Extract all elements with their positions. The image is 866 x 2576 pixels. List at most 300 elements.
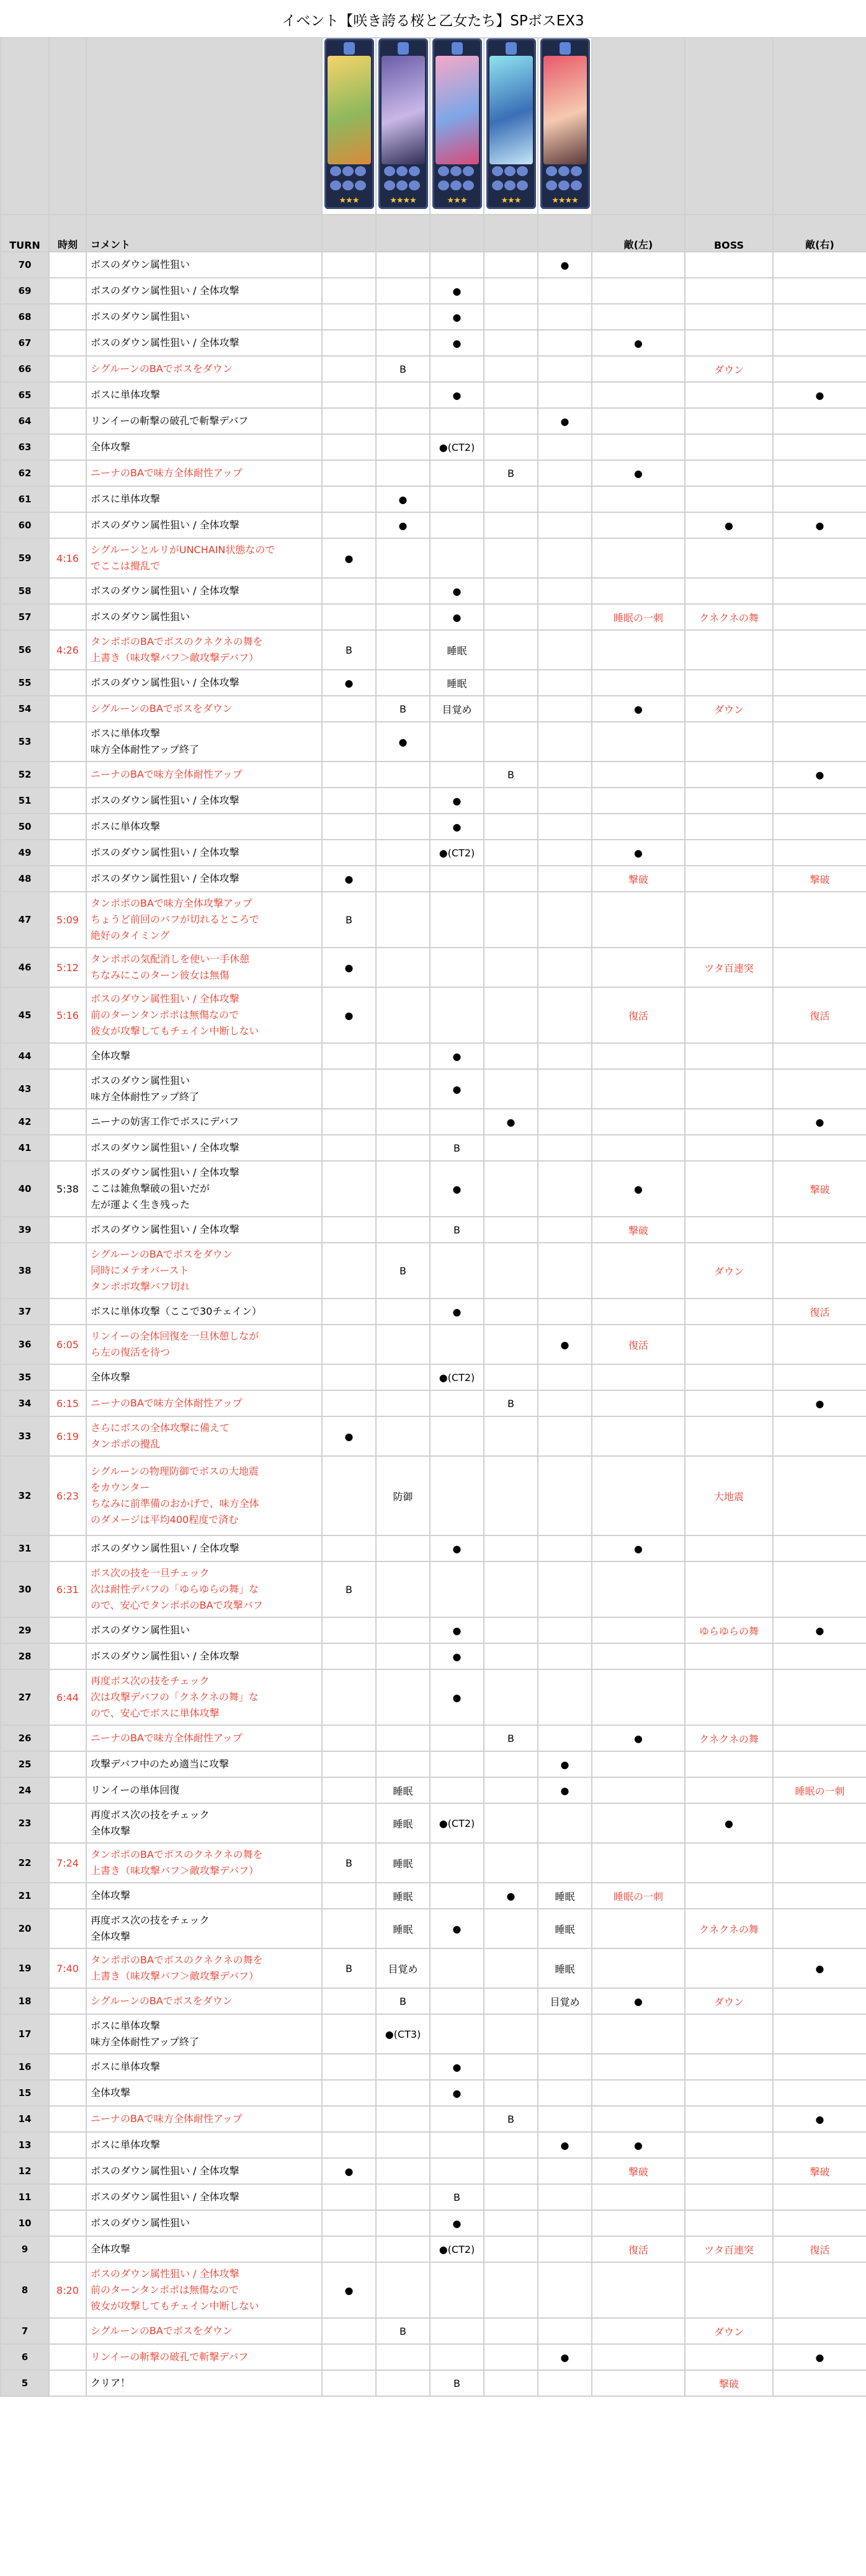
time-cell <box>49 252 86 278</box>
time-cell <box>49 1988 86 2014</box>
enemy-right-header: 敵(右) <box>773 215 866 252</box>
action-cell-char1 <box>322 2184 376 2210</box>
action-cell-char2 <box>376 1364 430 1390</box>
comment-cell: ニーナのBAで味方全体耐性アップ <box>86 762 322 788</box>
action-cell-char3: ● <box>430 788 484 814</box>
turn-cell: 30 <box>1 1561 49 1617</box>
action-cell-char3: ● <box>430 604 484 630</box>
header-row <box>1 215 866 252</box>
action-cell-char2: 睡眠 <box>376 1883 430 1909</box>
turn-cell: 40 <box>1 1161 49 1217</box>
comment-cell: ボスのダウン属性狙い <box>86 604 322 630</box>
action-cell-char4 <box>484 1217 538 1243</box>
turn-header: TURN <box>1 215 49 252</box>
comment-cell: さらにボスの全体攻撃に備えて タンポポの攪乱 <box>86 1416 322 1456</box>
time-cell <box>49 408 86 434</box>
action-cell-char4 <box>484 1135 538 1161</box>
action-cell-char4 <box>484 840 538 866</box>
action-cell-char3: ●(CT2) <box>430 1364 484 1390</box>
time-cell <box>49 814 86 840</box>
table-row <box>1 382 866 408</box>
action-cell-char4: B <box>484 1725 538 1751</box>
enemy-left-cell <box>592 304 685 330</box>
action-cell-char1 <box>322 1161 376 1217</box>
action-cell-char5 <box>538 788 592 814</box>
action-cell-char5: ● <box>538 252 592 278</box>
action-cell-char5 <box>538 512 592 538</box>
action-cell-char4 <box>484 1751 538 1777</box>
boss-cell <box>685 486 773 512</box>
enemy-right-cell <box>773 1135 866 1161</box>
character-portrait <box>324 38 374 209</box>
enemy-right-cell <box>773 1243 866 1299</box>
table-row <box>1 538 866 578</box>
character-portrait <box>378 38 428 209</box>
action-cell-char1: ● <box>322 1416 376 1456</box>
boss-cell <box>685 1390 773 1416</box>
time-cell <box>49 2080 86 2106</box>
action-cell-char1 <box>322 1217 376 1243</box>
time-header: 時刻 <box>49 215 86 252</box>
boss-cell: ダウン <box>685 356 773 382</box>
action-cell-char3: ●(CT2) <box>430 1803 484 1843</box>
time-cell <box>49 604 86 630</box>
action-cell-char4 <box>484 2080 538 2106</box>
enemy-right-cell <box>773 1669 866 1725</box>
action-cell-char3 <box>430 1456 484 1535</box>
time-cell <box>49 722 86 762</box>
turn-table <box>0 37 866 2397</box>
enemy-left-cell <box>592 814 685 840</box>
enemy-right-cell: ● <box>773 2106 866 2132</box>
time-cell <box>49 2158 86 2184</box>
enemy-left-cell: 復活 <box>592 2236 685 2262</box>
action-cell-char1 <box>322 1909 376 1948</box>
comment-cell: リンイーの単体回復 <box>86 1777 322 1803</box>
action-cell-char1: B <box>322 1561 376 1617</box>
enemy-left-cell <box>592 788 685 814</box>
action-cell-char3 <box>430 1243 484 1299</box>
table-row <box>1 814 866 840</box>
time-cell <box>49 2132 86 2158</box>
enemy-right-cell: 撃破 <box>773 866 866 892</box>
action-cell-char2: B <box>376 2318 430 2344</box>
comment-cell: リンイーの斬撃の破孔で斬撃デバフ <box>86 408 322 434</box>
action-cell-char3 <box>430 2344 484 2370</box>
character-header <box>430 215 484 252</box>
blank-cell <box>592 38 685 215</box>
action-cell-char2 <box>376 1161 430 1217</box>
action-cell-char5 <box>538 866 592 892</box>
enemy-left-cell <box>592 2210 685 2236</box>
action-cell-char5 <box>538 1299 592 1325</box>
action-cell-char3: ● <box>430 2210 484 2236</box>
action-cell-char3 <box>430 460 484 486</box>
enemy-right-cell <box>773 1325 866 1364</box>
action-cell-char4 <box>484 1669 538 1725</box>
action-cell-char4 <box>484 1364 538 1390</box>
boss-cell <box>685 1948 773 1988</box>
turn-cell: 70 <box>1 252 49 278</box>
action-cell-char1 <box>322 252 376 278</box>
action-cell-char4 <box>484 1535 538 1561</box>
boss-cell: ゆらゆらの舞 <box>685 1617 773 1643</box>
comment-cell: 攻撃デバフ中のため適当に攻撃 <box>86 1751 322 1777</box>
action-cell-char5 <box>538 2370 592 2396</box>
action-cell-char3 <box>430 1777 484 1803</box>
table-row <box>1 460 866 486</box>
time-cell: 4:26 <box>49 630 86 670</box>
table-row <box>1 1909 866 1948</box>
action-cell-char2: ● <box>376 722 430 762</box>
action-cell-char3: ● <box>430 304 484 330</box>
boss-cell: ツタ百連突 <box>685 948 773 987</box>
action-cell-char5 <box>538 2184 592 2210</box>
action-cell-char1 <box>322 1725 376 1751</box>
time-cell <box>49 696 86 722</box>
action-cell-char2 <box>376 2184 430 2210</box>
action-cell-char5 <box>538 278 592 304</box>
comment-cell: ボスのダウン属性狙い <box>86 304 322 330</box>
enemy-right-cell <box>773 2318 866 2344</box>
action-cell-char1 <box>322 604 376 630</box>
boss-cell <box>685 304 773 330</box>
boss-cell <box>685 1135 773 1161</box>
enemy-left-cell <box>592 1243 685 1299</box>
enemy-right-cell <box>773 2054 866 2080</box>
comment-header: コメント <box>86 215 322 252</box>
turn-cell: 47 <box>1 892 49 948</box>
action-cell-char3: ● <box>430 1643 484 1669</box>
action-cell-char5 <box>538 2080 592 2106</box>
boss-cell <box>685 2184 773 2210</box>
action-cell-char4 <box>484 1843 538 1883</box>
comment-cell: ボスのダウン属性狙い / 全体攻撃 <box>86 278 322 304</box>
boss-cell <box>685 1299 773 1325</box>
table-row <box>1 696 866 722</box>
comment-cell: 再度ボス次の技をチェック 全体攻撃 <box>86 1909 322 1948</box>
comment-cell: ボスのダウン属性狙い / 全体攻撃 <box>86 866 322 892</box>
enemy-right-cell <box>773 1217 866 1243</box>
action-cell-char4 <box>484 1643 538 1669</box>
table-row <box>1 1751 866 1777</box>
action-cell-char3 <box>430 2262 484 2318</box>
action-cell-char3 <box>430 948 484 987</box>
boss-cell <box>685 578 773 604</box>
enemy-right-cell <box>773 538 866 578</box>
action-cell-char3: ● <box>430 814 484 840</box>
rarity-stars: ★★★★ <box>390 196 416 205</box>
enemy-right-cell: ● <box>773 512 866 538</box>
turn-cell: 19 <box>1 1948 49 1988</box>
enemy-left-cell: ● <box>592 1161 685 1217</box>
action-cell-char2 <box>376 460 430 486</box>
action-cell-char2 <box>376 2080 430 2106</box>
enemy-right-cell: 復活 <box>773 2236 866 2262</box>
time-cell <box>49 2184 86 2210</box>
enemy-left-cell <box>592 948 685 987</box>
comment-cell: ボスのダウン属性狙い / 全体攻撃 <box>86 1135 322 1161</box>
turn-cell: 55 <box>1 670 49 696</box>
comment-cell: シグルーンの物理防御でボスの大地震 をカウンター ちなみに前準備のおかげで、味方全体 のダメージは平均400程度で済む <box>86 1456 322 1535</box>
table-row <box>1 604 866 630</box>
comment-cell: ボスのダウン属性狙い / 全体攻撃 <box>86 1643 322 1669</box>
boss-cell <box>685 1751 773 1777</box>
comment-cell: ボスに単体攻撃 <box>86 486 322 512</box>
time-cell <box>49 1364 86 1390</box>
table-row <box>1 2210 866 2236</box>
enemy-right-cell <box>773 408 866 434</box>
boss-cell: ダウン <box>685 696 773 722</box>
action-cell-char5 <box>538 1456 592 1535</box>
action-cell-char3: 睡眠 <box>430 670 484 696</box>
table-row <box>1 2014 866 2054</box>
comment-cell: タンポポのBAでボスのクネクネの舞を 上書き（味攻撃バフ＞敵攻撃デバフ） <box>86 1948 322 1988</box>
rarity-stars: ★★★★ <box>551 196 578 205</box>
comment-cell: シグルーンとルリがUNCHAIN状態なので でここは攪乱で <box>86 538 322 578</box>
table-row <box>1 356 866 382</box>
action-cell-char2 <box>376 1069 430 1109</box>
skill-icons <box>383 166 423 188</box>
boss-cell <box>685 1043 773 1069</box>
table-row <box>1 2054 866 2080</box>
action-cell-char2 <box>376 1109 430 1135</box>
action-cell-char1 <box>322 1456 376 1535</box>
turn-cell: 8 <box>1 2262 49 2318</box>
action-cell-char3: ● <box>430 278 484 304</box>
action-cell-char1 <box>322 1109 376 1135</box>
comment-cell: ニーナのBAで味方全体耐性アップ <box>86 460 322 486</box>
boss-cell <box>685 1217 773 1243</box>
enemy-right-cell <box>773 1364 866 1390</box>
time-cell: 6:05 <box>49 1325 86 1364</box>
action-cell-char5: 睡眠 <box>538 1948 592 1988</box>
action-cell-char1 <box>322 1643 376 1669</box>
boss-cell <box>685 1325 773 1364</box>
comment-cell: タンポポの気配消しを使い一手休憩 ちなみにこのターン彼女は無傷 <box>86 948 322 987</box>
comment-cell: ボスに単体攻撃 <box>86 814 322 840</box>
enemy-left-cell <box>592 670 685 696</box>
enemy-left-cell <box>592 722 685 762</box>
enemy-right-cell: 撃破 <box>773 1161 866 1217</box>
enemy-left-cell: ● <box>592 2132 685 2158</box>
action-cell-char5 <box>538 630 592 670</box>
time-cell <box>49 1043 86 1069</box>
action-cell-char5 <box>538 840 592 866</box>
enemy-right-cell <box>773 1069 866 1109</box>
enemy-right-cell <box>773 722 866 762</box>
action-cell-char2 <box>376 1416 430 1456</box>
table-row <box>1 840 866 866</box>
action-cell-char2 <box>376 278 430 304</box>
boss-cell <box>685 1669 773 1725</box>
action-cell-char2: ●(CT3) <box>376 2014 430 2054</box>
action-cell-char2 <box>376 2054 430 2080</box>
table-row <box>1 670 866 696</box>
boss-cell <box>685 866 773 892</box>
enemy-left-cell <box>592 252 685 278</box>
action-cell-char3 <box>430 408 484 434</box>
element-icon <box>344 42 355 55</box>
comment-cell: ボスに単体攻撃 <box>86 2054 322 2080</box>
action-cell-char5: ● <box>538 2344 592 2370</box>
turn-cell: 69 <box>1 278 49 304</box>
action-cell-char3: B <box>430 2184 484 2210</box>
comment-cell: 再度ボス次の技をチェック 次は攻撃デバフの「クネクネの舞」な ので、安心でボスに単体攻撃 <box>86 1669 322 1725</box>
action-cell-char5: 睡眠 <box>538 1883 592 1909</box>
action-cell-char2 <box>376 2132 430 2158</box>
turn-cell: 45 <box>1 987 49 1043</box>
comment-cell: ボスのダウン属性狙い / 全体攻撃 前のターンタンポポは無傷なので 彼女が攻撃してもチェイン中断しない <box>86 2262 322 2318</box>
table-row <box>1 1217 866 1243</box>
action-cell-char1 <box>322 578 376 604</box>
enemy-left-cell <box>592 2344 685 2370</box>
action-cell-char2 <box>376 1643 430 1669</box>
enemy-left-cell <box>592 762 685 788</box>
action-cell-char1 <box>322 1617 376 1643</box>
enemy-left-cell <box>592 1299 685 1325</box>
time-cell <box>49 1069 86 1109</box>
time-cell: 6:19 <box>49 1416 86 1456</box>
action-cell-char5 <box>538 987 592 1043</box>
time-cell <box>49 2014 86 2054</box>
turn-cell: 18 <box>1 1988 49 2014</box>
action-cell-char5 <box>538 722 592 762</box>
enemy-left-cell <box>592 434 685 460</box>
action-cell-char3 <box>430 1325 484 1364</box>
comment-cell: ボスのダウン属性狙い / 全体攻撃 <box>86 840 322 866</box>
comment-cell: ボスのダウン属性狙い / 全体攻撃 <box>86 2158 322 2184</box>
action-cell-char5 <box>538 948 592 987</box>
action-cell-char3 <box>430 538 484 578</box>
action-cell-char5 <box>538 1643 592 1669</box>
action-cell-char5 <box>538 1725 592 1751</box>
character-portrait <box>540 38 590 209</box>
table-row <box>1 1135 866 1161</box>
turn-cell: 42 <box>1 1109 49 1135</box>
action-cell-char5: 目覚め <box>538 1988 592 2014</box>
comment-cell: 全体攻撃 <box>86 1043 322 1069</box>
comment-cell: タンポポのBAで味方全体攻撃アップ ちょうど前回のバフが切れるところで 絶好のタイミング <box>86 892 322 948</box>
action-cell-char2 <box>376 2158 430 2184</box>
action-cell-char1 <box>322 2080 376 2106</box>
action-cell-char3 <box>430 1109 484 1135</box>
turn-cell: 32 <box>1 1456 49 1535</box>
enemy-right-cell <box>773 2370 866 2396</box>
enemy-left-cell: 睡眠の一刺 <box>592 1883 685 1909</box>
action-cell-char1 <box>322 356 376 382</box>
action-cell-char4 <box>484 1299 538 1325</box>
action-cell-char2 <box>376 2262 430 2318</box>
rarity-stars: ★★★ <box>339 196 359 205</box>
action-cell-char5 <box>538 604 592 630</box>
action-cell-char1 <box>322 1669 376 1725</box>
comment-cell: クリア！ <box>86 2370 322 2396</box>
action-cell-char3: ●(CT2) <box>430 840 484 866</box>
table-row <box>1 2344 866 2370</box>
action-cell-char5 <box>538 578 592 604</box>
enemy-left-cell <box>592 408 685 434</box>
skill-icons <box>545 166 585 188</box>
action-cell-char5 <box>538 1364 592 1390</box>
enemy-left-cell <box>592 1069 685 1109</box>
turn-cell: 11 <box>1 2184 49 2210</box>
time-cell <box>49 788 86 814</box>
enemy-left-cell <box>592 1751 685 1777</box>
action-cell-char1 <box>322 2054 376 2080</box>
action-cell-char5 <box>538 2262 592 2318</box>
action-cell-char1 <box>322 1390 376 1416</box>
action-cell-char5 <box>538 2158 592 2184</box>
action-cell-char3 <box>430 512 484 538</box>
action-cell-char3: ●(CT2) <box>430 2236 484 2262</box>
enemy-left-cell: 復活 <box>592 987 685 1043</box>
turn-cell: 43 <box>1 1069 49 1109</box>
turn-cell: 20 <box>1 1909 49 1948</box>
action-cell-char3: B <box>430 2370 484 2396</box>
action-cell-char1 <box>322 1299 376 1325</box>
action-cell-char5 <box>538 2014 592 2054</box>
comment-cell: ボスのダウン属性狙い / 全体攻撃 <box>86 670 322 696</box>
action-cell-char2: 睡眠 <box>376 1843 430 1883</box>
action-cell-char1: ● <box>322 2262 376 2318</box>
table-row <box>1 1988 866 2014</box>
action-cell-char3: ● <box>430 1617 484 1643</box>
action-cell-char4 <box>484 434 538 460</box>
time-cell <box>49 1217 86 1243</box>
time-cell: 6:44 <box>49 1669 86 1725</box>
action-cell-char2 <box>376 948 430 987</box>
action-cell-char2: 睡眠 <box>376 1777 430 1803</box>
boss-cell <box>685 278 773 304</box>
boss-cell: クネクネの舞 <box>685 1909 773 1948</box>
turn-cell: 52 <box>1 762 49 788</box>
turn-cell: 13 <box>1 2132 49 2158</box>
turn-cell: 66 <box>1 356 49 382</box>
time-cell <box>49 1299 86 1325</box>
action-cell-char2 <box>376 382 430 408</box>
action-cell-char5: ● <box>538 1325 592 1364</box>
comment-cell: 全体攻撃 <box>86 2080 322 2106</box>
action-cell-char1 <box>322 1883 376 1909</box>
turn-cell: 12 <box>1 2158 49 2184</box>
table-row <box>1 987 866 1043</box>
table-row <box>1 1883 866 1909</box>
action-cell-char4 <box>484 252 538 278</box>
comment-cell: ボス次の技を一旦チェック 次は耐性デバフの「ゆらゆらの舞」な ので、安心でタンポポのBAで攻撃バフ <box>86 1561 322 1617</box>
turn-cell: 64 <box>1 408 49 434</box>
action-cell-char2 <box>376 1751 430 1777</box>
element-icon <box>398 42 409 55</box>
turn-cell: 51 <box>1 788 49 814</box>
table-row <box>1 1390 866 1416</box>
comment-cell: 全体攻撃 <box>86 1883 322 1909</box>
character-header <box>322 215 376 252</box>
table-row <box>1 948 866 987</box>
action-cell-char4 <box>484 356 538 382</box>
action-cell-char4 <box>484 382 538 408</box>
enemy-right-cell <box>773 356 866 382</box>
action-cell-char5 <box>538 1561 592 1617</box>
enemy-right-cell <box>773 578 866 604</box>
turn-cell: 28 <box>1 1643 49 1669</box>
character-header <box>538 215 592 252</box>
table-row <box>1 1617 866 1643</box>
table-row <box>1 1535 866 1561</box>
time-cell <box>49 1777 86 1803</box>
time-cell <box>49 1803 86 1843</box>
action-cell-char5 <box>538 1669 592 1725</box>
